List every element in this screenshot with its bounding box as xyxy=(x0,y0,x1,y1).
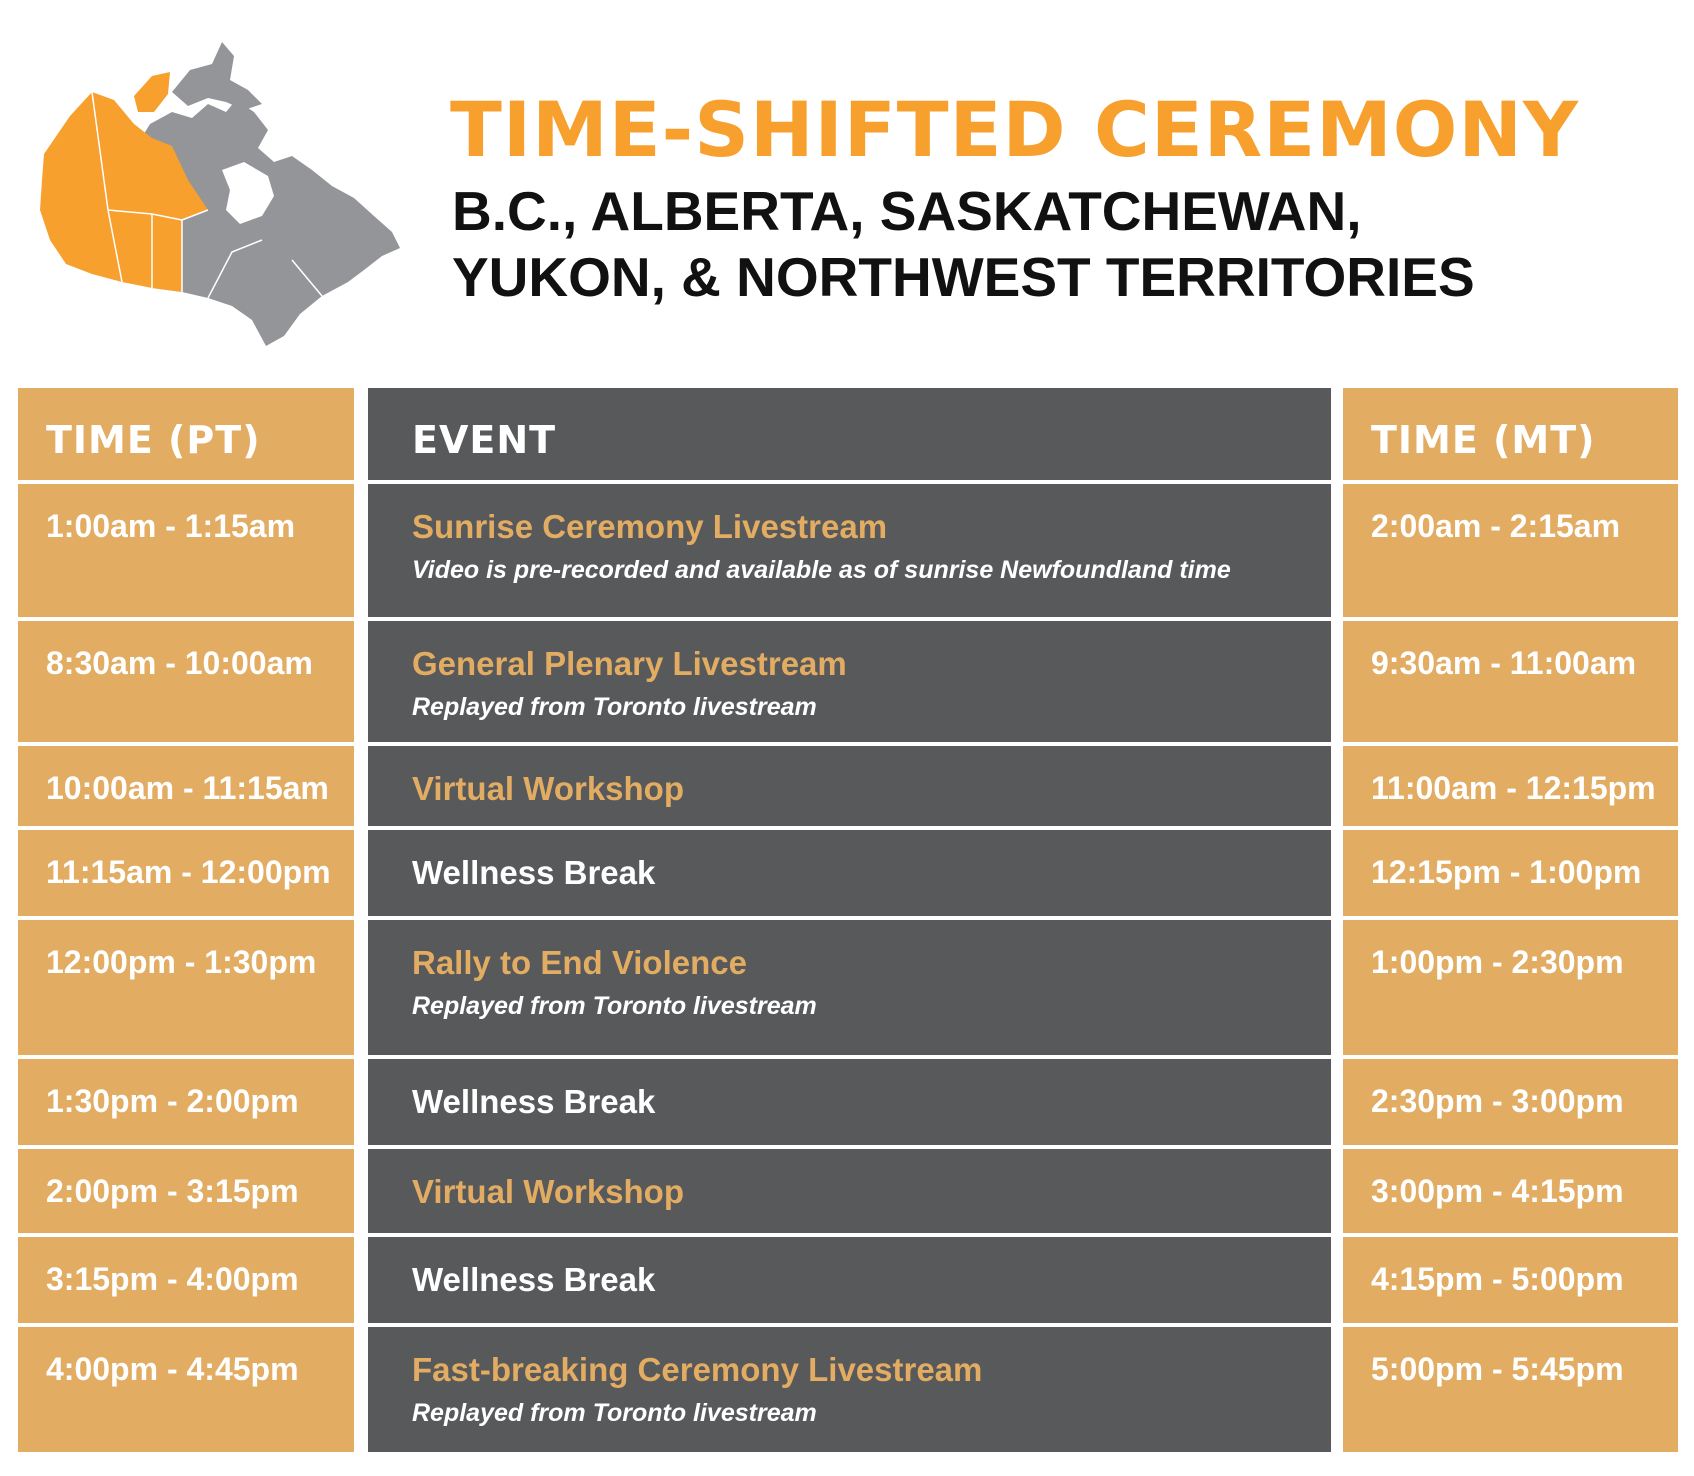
table-row xyxy=(18,830,1678,916)
event-title: Wellness Break xyxy=(412,1083,656,1120)
table-row xyxy=(18,920,1678,1055)
header-cell-time-pt xyxy=(18,388,354,480)
table-row xyxy=(18,1237,1678,1323)
event-title: Sunrise Ceremony Livestream xyxy=(412,508,888,545)
time-pt: 11:15am - 12:00pm xyxy=(46,854,331,890)
subtitle-line-2: YUKON, & NORTHWEST TERRITORIES xyxy=(452,246,1475,308)
event-cell xyxy=(368,830,1331,916)
time-mt-cell xyxy=(1343,1327,1678,1452)
time-pt: 4:00pm - 4:45pm xyxy=(46,1351,299,1387)
event-cell xyxy=(368,746,1331,826)
event-title: Wellness Break xyxy=(412,854,656,891)
time-pt-cell xyxy=(18,920,354,1055)
time-pt: 1:00am - 1:15am xyxy=(46,508,296,544)
time-mt: 5:00pm - 5:45pm xyxy=(1371,1351,1624,1387)
event-cell xyxy=(368,1149,1331,1233)
map-arctic-islands xyxy=(172,42,262,110)
time-pt-cell xyxy=(18,830,354,916)
time-mt: 11:00am - 12:15pm xyxy=(1371,770,1656,806)
event-cell xyxy=(368,484,1331,617)
table-row xyxy=(18,1149,1678,1233)
page-title: TIME-SHIFTED CEREMONY xyxy=(450,85,1580,174)
time-pt: 2:00pm - 3:15pm xyxy=(46,1173,299,1209)
event-cell xyxy=(368,1237,1331,1323)
time-mt: 3:00pm - 4:15pm xyxy=(1371,1173,1624,1209)
time-mt-cell xyxy=(1343,1059,1678,1145)
map-north-islands xyxy=(134,72,170,112)
event-cell xyxy=(368,1327,1331,1452)
time-mt: 1:00pm - 2:30pm xyxy=(1371,944,1624,980)
subtitle-line-1: B.C., ALBERTA, SASKATCHEWAN, xyxy=(452,180,1362,242)
time-pt: 10:00am - 11:15am xyxy=(46,770,329,806)
time-mt-cell xyxy=(1343,484,1678,617)
time-pt-cell xyxy=(18,1237,354,1323)
time-pt-cell xyxy=(18,1059,354,1145)
time-mt-cell xyxy=(1343,1237,1678,1323)
table-row xyxy=(18,746,1678,826)
event-title: Virtual Workshop xyxy=(412,770,684,807)
time-pt: 3:15pm - 4:00pm xyxy=(46,1261,299,1297)
event-note: Replayed from Toronto livestream xyxy=(412,1399,817,1427)
time-pt-cell xyxy=(18,1149,354,1233)
event-cell xyxy=(368,621,1331,742)
time-mt: 9:30am - 11:00am xyxy=(1371,645,1637,681)
header-time-pt: TIME (PT) xyxy=(46,418,261,462)
event-note: Replayed from Toronto livestream xyxy=(412,693,817,721)
event-title: Rally to End Violence xyxy=(412,944,747,981)
table-header-row xyxy=(18,388,1678,480)
event-cell xyxy=(368,920,1331,1055)
event-title: Fast-breaking Ceremony Livestream xyxy=(412,1351,983,1388)
event-note: Video is pre-recorded and available as of sunrise Newfoundland time xyxy=(412,556,1231,584)
time-mt-cell xyxy=(1343,746,1678,826)
time-pt: 1:30pm - 2:00pm xyxy=(46,1083,299,1119)
time-mt-cell xyxy=(1343,920,1678,1055)
time-pt-cell xyxy=(18,1327,354,1452)
time-pt-cell xyxy=(18,746,354,826)
table-row xyxy=(18,1327,1678,1452)
header-cell-time-mt xyxy=(1343,388,1678,480)
event-title: General Plenary Livestream xyxy=(412,645,847,682)
event-title: Wellness Break xyxy=(412,1261,656,1298)
time-mt-cell xyxy=(1343,621,1678,742)
time-mt: 2:00am - 2:15am xyxy=(1371,508,1621,544)
page-subtitle xyxy=(452,178,1652,310)
schedule-table xyxy=(18,388,1678,1452)
time-pt: 8:30am - 10:00am xyxy=(46,645,313,681)
time-mt-cell xyxy=(1343,1149,1678,1233)
time-mt: 4:15pm - 5:00pm xyxy=(1371,1261,1624,1297)
table-row xyxy=(18,621,1678,742)
header-cell-event xyxy=(368,388,1331,480)
event-cell xyxy=(368,1059,1331,1145)
event-title: Virtual Workshop xyxy=(412,1173,684,1210)
canada-map-icon xyxy=(22,20,414,350)
time-mt: 12:15pm - 1:00pm xyxy=(1371,854,1642,890)
table-row xyxy=(18,1059,1678,1145)
time-pt-cell xyxy=(18,484,354,617)
time-mt-cell xyxy=(1343,830,1678,916)
time-pt: 12:00pm - 1:30pm xyxy=(46,944,317,980)
event-note: Replayed from Toronto livestream xyxy=(412,992,817,1020)
time-pt-cell xyxy=(18,621,354,742)
table-row xyxy=(18,484,1678,617)
header-time-mt: TIME (MT) xyxy=(1371,418,1596,462)
time-mt: 2:30pm - 3:00pm xyxy=(1371,1083,1624,1119)
header-event: EVENT xyxy=(412,418,557,462)
